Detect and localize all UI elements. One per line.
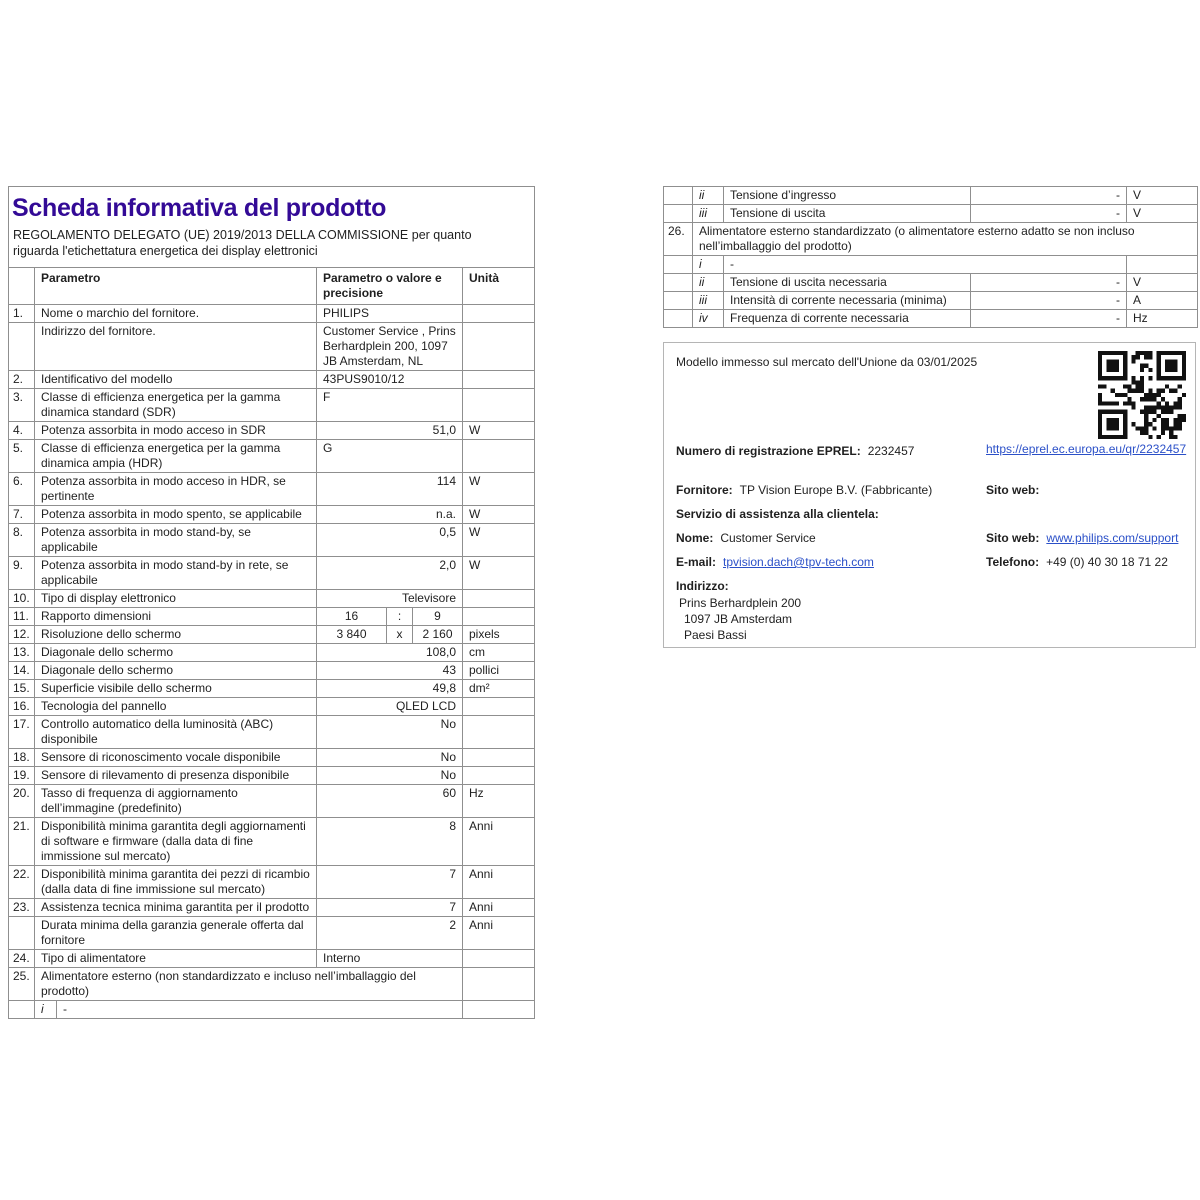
row-parameter: Tensione di uscita necessaria <box>724 274 971 291</box>
row-value: 7 <box>317 866 463 898</box>
row-parameter: Alimentatore esterno (non standardizzato e incluso nell’imballaggio del prodotto) <box>35 968 463 1000</box>
row-unit <box>463 590 534 607</box>
row-number: 26. <box>664 223 693 255</box>
row-unit <box>463 716 534 748</box>
row-unit: pollici <box>469 662 500 677</box>
row-value: G <box>317 440 463 472</box>
supplier-name: TP Vision Europe B.V. (Fabbricante) <box>739 483 933 497</box>
row-parameter: Potenza assorbita in modo acceso in HDR, se pertinente <box>35 473 317 505</box>
row-number: 7. <box>9 506 35 523</box>
row-parameter: Rapporto dimensioni <box>35 608 317 625</box>
table-row <box>9 785 534 818</box>
table-row <box>9 950 534 968</box>
row-number: 9. <box>9 557 35 589</box>
row-number <box>664 274 693 291</box>
row-value: PHILIPS <box>317 305 463 322</box>
row-unit <box>463 440 534 472</box>
row-number: 16. <box>9 698 35 715</box>
row-number <box>664 205 693 222</box>
row-parameter: Tensione di uscita <box>724 205 971 222</box>
table-row <box>9 716 534 749</box>
row-number: 2. <box>9 371 35 388</box>
row-unit: cm <box>469 644 485 659</box>
table-row <box>9 590 534 608</box>
row-unit: A <box>1133 293 1142 307</box>
eprel-registration-row <box>676 444 914 460</box>
row-value: 8 <box>317 818 463 865</box>
service-heading: Servizio di assistenza alla clientela: <box>676 507 879 521</box>
row-number: 14. <box>9 662 35 679</box>
eprel-url-link[interactable]: https://eprel.ec.europa.eu/qr/2232457 <box>986 442 1187 456</box>
row-parameter: Diagonale dello schermo <box>35 644 317 661</box>
roman-index: i <box>693 256 724 273</box>
power-supply-table <box>663 186 1198 328</box>
page-title: Scheda informativa del prodotto <box>12 194 387 222</box>
eprel-link-row <box>986 442 1194 458</box>
row-unit: W <box>469 473 481 488</box>
row-unit <box>1127 256 1197 273</box>
row-value-first: 16 <box>317 608 387 625</box>
table-row <box>9 323 534 371</box>
row-number: 21. <box>9 818 35 865</box>
table-row <box>9 1001 534 1018</box>
table-row <box>9 680 534 698</box>
table-row <box>9 608 534 626</box>
row-number <box>664 187 693 204</box>
table-row <box>9 698 534 716</box>
table-row <box>9 644 534 662</box>
registration-info-panel <box>663 342 1196 648</box>
table-row <box>664 274 1197 292</box>
header-parameter: Parametro <box>35 268 317 304</box>
row-unit <box>463 749 534 766</box>
row-parameter: Disponibilità minima garantita degli aggiornamenti di software e firmware (dalla data di fine immissione sul mercato) <box>35 818 317 865</box>
row-parameter: Sensore di riconoscimento vocale disponibile <box>35 749 317 766</box>
row-parameter: Alimentatore esterno standardizzato (o alimentatore esterno adatto se non incluso nell’imballaggio del prodotto) <box>699 224 1135 253</box>
table-row <box>9 818 534 866</box>
row-parameter: Intensità di corrente necessaria (minima) <box>724 292 971 309</box>
row-value: F <box>317 389 463 421</box>
row-number: 1. <box>9 305 35 322</box>
service-name: Customer Service <box>720 531 816 545</box>
row-parameter: Diagonale dello schermo <box>35 662 317 679</box>
row-parameter: Potenza assorbita in modo acceso in SDR <box>35 422 317 439</box>
support-site-link[interactable]: www.philips.com/support <box>1046 531 1179 545</box>
row-unit: Anni <box>469 899 494 914</box>
row-number: 24. <box>9 950 35 967</box>
row-number: 17. <box>9 716 35 748</box>
table-row <box>9 524 534 557</box>
row-parameter: Potenza assorbita in modo stand-by, se applicabile <box>35 524 317 556</box>
phone-label: Telefono: <box>986 555 1040 569</box>
row-number: 19. <box>9 767 35 784</box>
address-line: Prins Berhardplein 200 <box>679 596 802 610</box>
row-number: 22. <box>9 866 35 898</box>
row-number <box>9 917 35 949</box>
row-number: 8. <box>9 524 35 556</box>
row-number <box>664 310 693 327</box>
row-number: 6. <box>9 473 35 505</box>
row-number: 12. <box>9 626 35 643</box>
roman-index: iii <box>693 292 724 309</box>
row-value: No <box>317 749 463 766</box>
row-parameter: Assistenza tecnica minima garantita per il prodotto <box>35 899 317 916</box>
row-unit: Anni <box>469 818 494 833</box>
eprel-number: 2232457 <box>867 444 915 458</box>
row-number: 13. <box>9 644 35 661</box>
table-row <box>664 256 1197 274</box>
support-site-row <box>986 531 1178 547</box>
row-parameter: Tipo di alimentatore <box>35 950 317 967</box>
address-line: Paesi Bassi <box>684 628 747 642</box>
table-row <box>9 422 534 440</box>
row-value-first: 3 840 <box>317 626 387 643</box>
email-row <box>676 555 874 571</box>
row-value: 7 <box>317 899 463 916</box>
row-unit: Anni <box>469 866 494 881</box>
market-entry-line: Modello immesso sul mercato dell'Unione da 03/01/2025 <box>676 355 978 369</box>
table-row <box>9 866 534 899</box>
row-value: QLED LCD <box>317 698 463 715</box>
row-number: 3. <box>9 389 35 421</box>
row-unit: V <box>1133 188 1142 202</box>
row-parameter: Tipo di display elettronico <box>35 590 317 607</box>
row-number: 4. <box>9 422 35 439</box>
row-number: 10. <box>9 590 35 607</box>
support-site-label: Sito web: <box>986 531 1040 545</box>
row-parameter: Risoluzione dello schermo <box>35 626 317 643</box>
row-number <box>9 1001 35 1018</box>
supplier-row <box>676 483 932 499</box>
row-number: 5. <box>9 440 35 472</box>
roman-index: iii <box>693 205 724 222</box>
row-parameter: Durata minima della garanzia generale offerta dal fornitore <box>35 917 317 949</box>
row-number <box>664 292 693 309</box>
row-value: Interno <box>317 950 463 967</box>
row-value: - <box>971 292 1127 309</box>
row-value: 60 <box>317 785 463 817</box>
table-row <box>9 440 534 473</box>
header-value: Parametro o valore e precisione <box>317 268 463 304</box>
table-row <box>664 187 1197 205</box>
phone-number: +49 (0) 40 30 18 71 22 <box>1046 555 1168 569</box>
row-number: 15. <box>9 680 35 697</box>
row-unit <box>463 305 534 322</box>
row-value: 43PUS9010/12 <box>317 371 463 388</box>
row-value-second: 9 <box>413 608 463 625</box>
row-value: 43 <box>317 662 463 679</box>
table-row <box>9 371 534 389</box>
row-unit <box>463 968 534 1000</box>
table-row <box>9 968 534 1001</box>
row-value: 49,8 <box>317 680 463 697</box>
row-unit: Hz <box>469 785 484 800</box>
row-parameter: Classe di efficienza energetica per la gamma dinamica standard (SDR) <box>35 389 317 421</box>
table-header-row <box>9 268 534 305</box>
row-value: No <box>317 716 463 748</box>
table-row <box>9 917 534 950</box>
row-unit: Anni <box>469 917 494 932</box>
service-name-row <box>676 531 816 547</box>
row-unit: W <box>469 506 481 521</box>
product-parameters-table <box>8 186 535 1019</box>
row-value: 108,0 <box>317 644 463 661</box>
row-value: 2 <box>317 917 463 949</box>
table-row <box>9 473 534 506</box>
row-unit <box>463 767 534 784</box>
row-parameter: Potenza assorbita in modo spento, se applicabile <box>35 506 317 523</box>
row-parameter: Identificativo del modello <box>35 371 317 388</box>
row-unit <box>463 323 534 370</box>
row-value: - <box>971 274 1127 291</box>
row-unit <box>463 608 534 625</box>
row-number: 11. <box>9 608 35 625</box>
row-unit <box>463 950 534 967</box>
row-parameter: - <box>57 1001 463 1018</box>
row-value: - <box>971 205 1127 222</box>
row-unit <box>463 389 534 421</box>
table-row <box>664 292 1197 310</box>
row-value: Televisore <box>317 590 463 607</box>
roman-index: ii <box>693 187 724 204</box>
row-unit: W <box>469 524 481 539</box>
roman-index: iv <box>693 310 724 327</box>
row-parameter: Controllo automatico della luminosità (ABC) disponibile <box>35 716 317 748</box>
eprel-label: Numero di registrazione EPREL: <box>676 444 861 458</box>
row-value-separator: : <box>387 608 413 625</box>
table-row <box>664 223 1197 256</box>
name-label: Nome: <box>676 531 714 545</box>
qr-code-icon <box>1098 351 1186 439</box>
row-number: 20. <box>9 785 35 817</box>
row-value-separator: x <box>387 626 413 643</box>
row-parameter: Potenza assorbita in modo stand-by in rete, se applicabile <box>35 557 317 589</box>
row-unit <box>463 698 534 715</box>
row-parameter: Frequenza di corrente necessaria <box>724 310 971 327</box>
row-number: 23. <box>9 899 35 916</box>
row-parameter: Tecnologia del pannello <box>35 698 317 715</box>
row-unit: V <box>1133 206 1142 220</box>
row-unit: Hz <box>1133 311 1148 325</box>
row-value: - <box>971 187 1127 204</box>
row-unit: dm² <box>469 680 490 695</box>
table-row <box>664 310 1197 327</box>
header-unit: Unità <box>469 270 499 285</box>
row-unit <box>463 1001 534 1018</box>
website-label: Sito web: <box>986 483 1040 497</box>
row-unit: pixels <box>469 626 500 641</box>
row-unit: W <box>469 422 481 437</box>
row-value-second: 2 160 <box>413 626 463 643</box>
row-value: Customer Service , Prins Berhardplein 200, 1097 JB Amsterdam, NL <box>317 323 463 370</box>
table-row <box>9 767 534 785</box>
document-header <box>9 187 534 268</box>
row-parameter: Superficie visibile dello schermo <box>35 680 317 697</box>
regulation-subtitle: REGOLAMENTO DELEGATO (UE) 2019/2013 DELLA COMMISSIONE per quanto riguarda l'etichettatura energetica dei display elettronici <box>13 228 472 259</box>
roman-index: i <box>35 1001 57 1018</box>
supplier-label: Fornitore: <box>676 483 733 497</box>
row-number: 18. <box>9 749 35 766</box>
row-number <box>664 256 693 273</box>
roman-index: ii <box>693 274 724 291</box>
table-row <box>9 557 534 590</box>
table-row <box>9 389 534 422</box>
header-number-cell <box>9 268 35 304</box>
row-value: n.a. <box>317 506 463 523</box>
row-value: 114 <box>317 473 463 505</box>
email-label: E-mail: <box>676 555 717 569</box>
table-row <box>9 305 534 323</box>
row-parameter: Nome o marchio del fornitore. <box>35 305 317 322</box>
row-parameter: Disponibilità minima garantita dei pezzi di ricambio (dalla data di fine immissione sul mercato) <box>35 866 317 898</box>
row-value: 0,5 <box>317 524 463 556</box>
row-value: 51,0 <box>317 422 463 439</box>
row-unit: W <box>469 557 481 572</box>
row-parameter: Sensore di rilevamento di presenza disponibile <box>35 767 317 784</box>
title-cell <box>9 187 534 267</box>
row-number <box>9 323 35 370</box>
phone-row <box>986 555 1168 571</box>
row-unit: V <box>1133 275 1142 289</box>
table-row <box>9 749 534 767</box>
table-row <box>9 626 534 644</box>
row-value: No <box>317 767 463 784</box>
supplier-website-row <box>986 483 1046 499</box>
row-parameter: Indirizzo del fornitore. <box>35 323 317 370</box>
table-row <box>9 662 534 680</box>
row-parameter: Tasso di frequenza di aggiornamento dell’immagine (predefinito) <box>35 785 317 817</box>
row-parameter: - <box>724 256 1127 273</box>
row-value: - <box>971 310 1127 327</box>
row-unit <box>463 371 534 388</box>
row-value: 2,0 <box>317 557 463 589</box>
row-parameter: Classe di efficienza energetica per la gamma dinamica ampia (HDR) <box>35 440 317 472</box>
row-parameter: Tensione d’ingresso <box>724 187 971 204</box>
table-row <box>664 205 1197 223</box>
address-label: Indirizzo: <box>676 579 729 593</box>
email-link[interactable]: tpvision.dach@tpv-tech.com <box>723 555 874 569</box>
table-row <box>9 899 534 917</box>
address-line: 1097 JB Amsterdam <box>684 612 793 626</box>
row-number: 25. <box>9 968 35 1000</box>
table-row <box>9 506 534 524</box>
